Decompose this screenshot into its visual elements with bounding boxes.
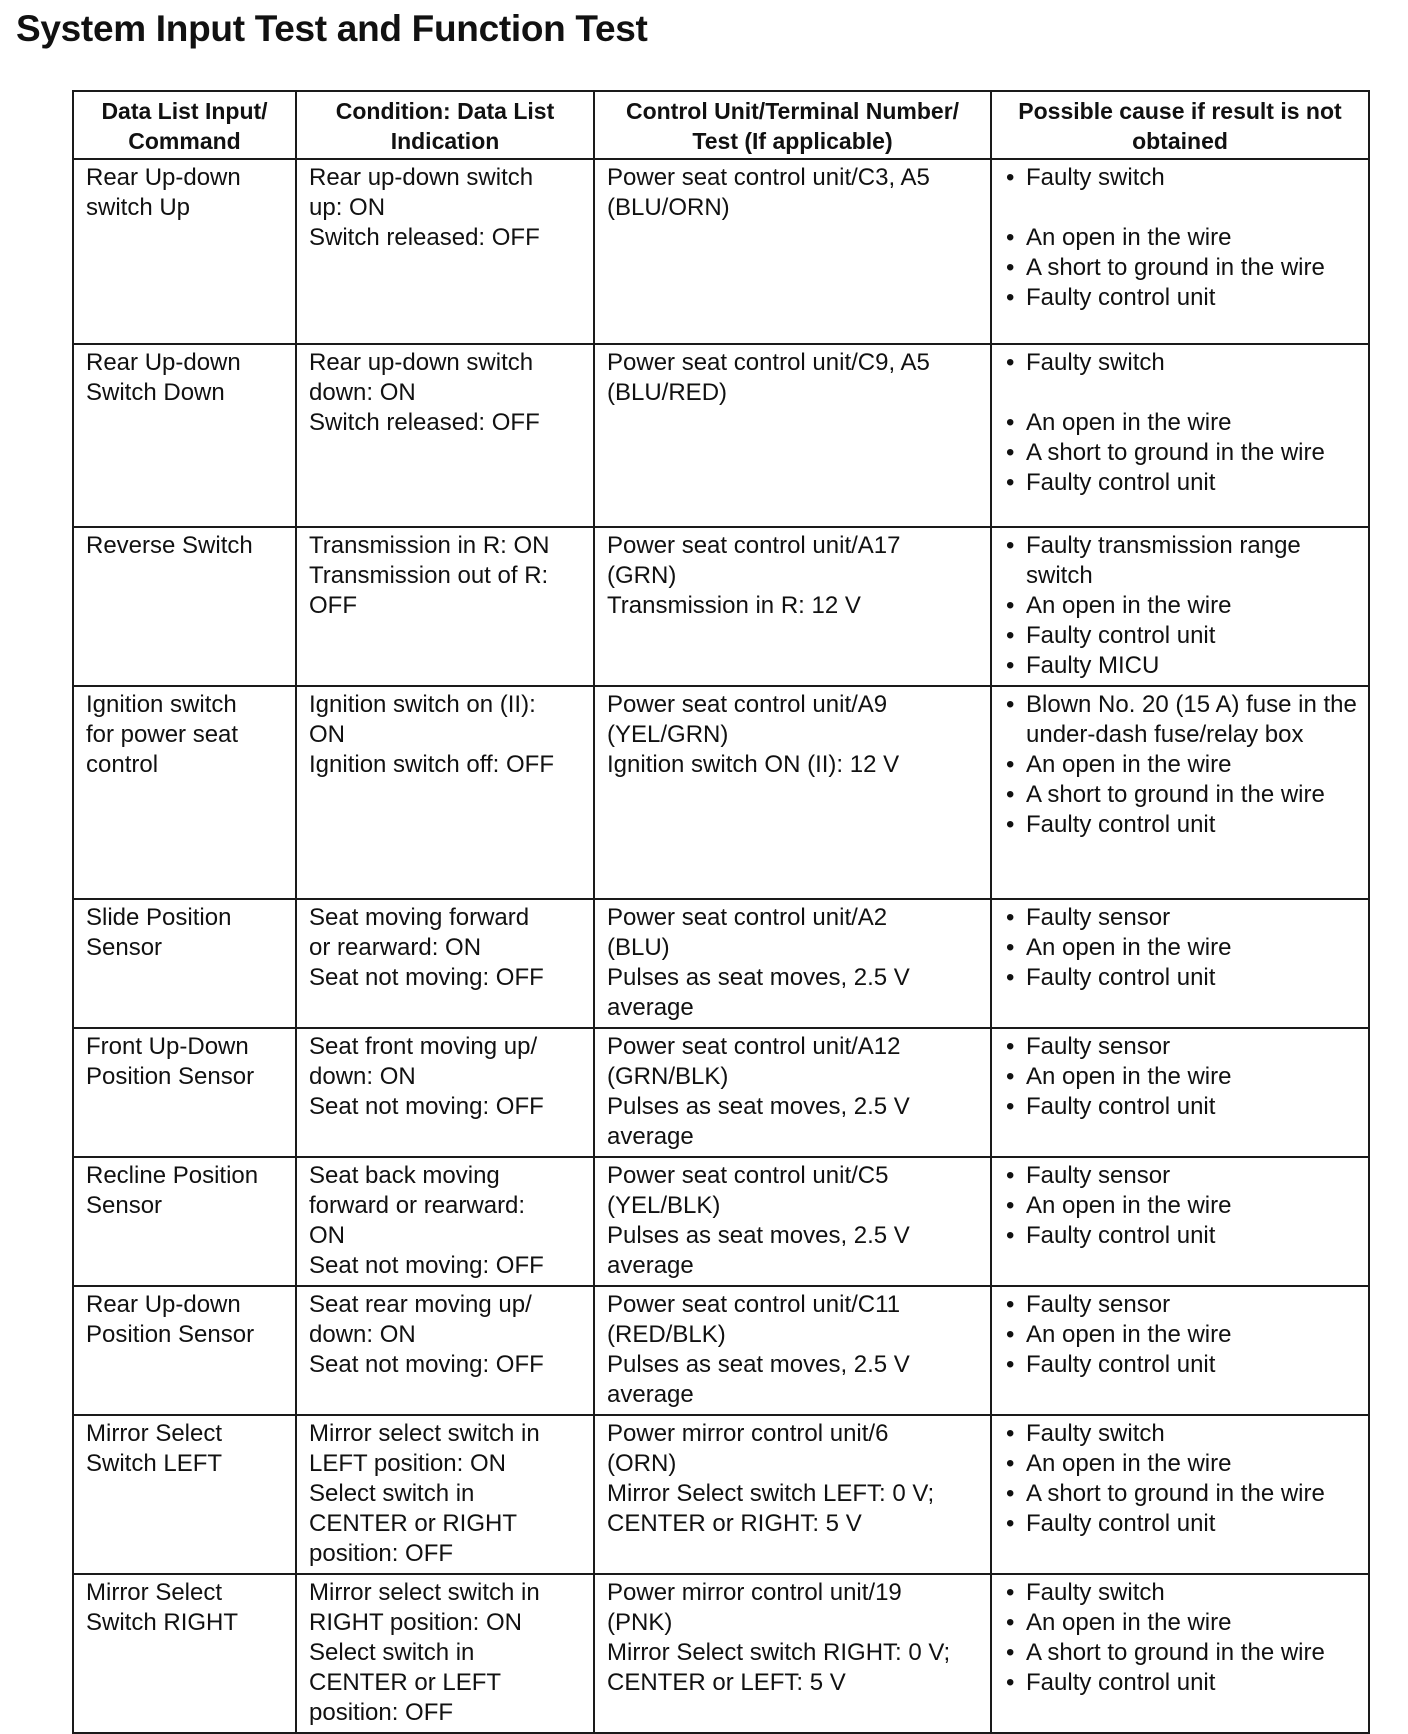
condition-cell [296, 1286, 594, 1415]
input-cell [73, 1157, 296, 1286]
condition-cell [296, 686, 594, 899]
cause-cell [991, 1415, 1369, 1574]
cause-list [1004, 903, 1358, 993]
terminal-cell [594, 1157, 991, 1286]
page-title: System Input Test and Function Test [16, 8, 648, 49]
terminal-cell [594, 159, 991, 344]
terminal-cell [594, 1415, 991, 1574]
input-cell [73, 159, 296, 344]
cause-item: • An open in the wire [1004, 750, 1358, 780]
condition-cell [296, 527, 594, 686]
cause-item: • Faulty switch [1004, 348, 1358, 378]
cause-item: • An open in the wire [1004, 1062, 1358, 1092]
table-row [73, 159, 1369, 344]
cause-list [1004, 1578, 1358, 1698]
terminal-text: Power mirror control unit/19 (PNK) Mirror Select switch RIGHT: 0 V; CENTER or LEFT: 5 V [607, 1579, 951, 1696]
cause-item: • An open in the wire [1004, 223, 1358, 253]
condition-cell [296, 1157, 594, 1286]
cause-cell [991, 899, 1369, 1028]
terminal-cell [594, 899, 991, 1028]
cause-list [1004, 690, 1358, 840]
cause-item: • Faulty control unit [1004, 1509, 1358, 1539]
cause-cell [991, 159, 1369, 344]
input-text: Mirror Select Switch RIGHT [86, 1579, 239, 1636]
terminal-cell [594, 1574, 991, 1733]
input-text: Slide Position Sensor [86, 904, 232, 961]
table-row [73, 899, 1369, 1028]
terminal-text: Power seat control unit/A2 (BLU) Pulses as seat moves, 2.5 V average [607, 904, 910, 1021]
input-cell [73, 686, 296, 899]
header-data-list-input: Data List Input/ Command [73, 91, 296, 159]
terminal-cell [594, 344, 991, 527]
cause-item: • Faulty MICU [1004, 651, 1358, 681]
terminal-text: Power seat control unit/A12 (GRN/BLK) Pulses as seat moves, 2.5 V average [607, 1033, 910, 1150]
condition-cell [296, 1574, 594, 1733]
cause-item: • Faulty control unit [1004, 1350, 1358, 1380]
cause-item: • Faulty sensor [1004, 1032, 1358, 1062]
table-row [73, 686, 1369, 899]
input-text: Ignition switch for power seat control [86, 691, 239, 778]
cause-item: • Faulty switch [1004, 163, 1358, 193]
condition-text: Rear up-down switch down: ON Switch released: OFF [309, 349, 540, 436]
terminal-text: Power seat control unit/C11 (RED/BLK) Pulses as seat moves, 2.5 V average [607, 1291, 910, 1408]
input-text: Reverse Switch [86, 532, 253, 559]
cause-cell [991, 1028, 1369, 1157]
cause-item: • A short to ground in the wire [1004, 1638, 1358, 1668]
terminal-cell [594, 1028, 991, 1157]
cause-list [1004, 1290, 1358, 1380]
cause-cell [991, 1157, 1369, 1286]
table-row [73, 1286, 1369, 1415]
cause-item: • A short to ground in the wire [1004, 780, 1358, 810]
input-cell [73, 1574, 296, 1733]
cause-cell [991, 686, 1369, 899]
condition-cell [296, 159, 594, 344]
terminal-cell [594, 1286, 991, 1415]
condition-text: Seat rear moving up/ down: ON Seat not moving: OFF [309, 1291, 544, 1378]
condition-text: Rear up-down switch up: ON Switch released: OFF [309, 164, 540, 251]
cause-item: • Blown No. 20 (15 A) fuse in the under-dash fuse/relay box [1004, 690, 1358, 750]
cause-item: • Faulty switch [1004, 1419, 1358, 1449]
test-table [72, 90, 1370, 1734]
cause-list [1004, 531, 1358, 681]
cause-item: • A short to ground in the wire [1004, 438, 1358, 468]
cause-item: • An open in the wire [1004, 591, 1358, 621]
cause-item: • An open in the wire [1004, 933, 1358, 963]
condition-text: Seat front moving up/ down: ON Seat not moving: OFF [309, 1033, 544, 1120]
cause-item: • An open in the wire [1004, 1449, 1358, 1479]
cause-item: • An open in the wire [1004, 1191, 1358, 1221]
condition-text: Transmission in R: ON Transmission out of R: OFF [309, 532, 550, 619]
condition-text: Ignition switch on (II): ON Ignition switch off: OFF [309, 691, 554, 778]
cause-item: • Faulty control unit [1004, 468, 1358, 498]
header-terminal: Control Unit/Terminal Number/ Test (If applicable) [594, 91, 991, 159]
table-row [73, 1157, 1369, 1286]
input-text: Rear Up-down Position Sensor [86, 1291, 255, 1348]
condition-cell [296, 1415, 594, 1574]
cause-item: • Faulty control unit [1004, 1092, 1358, 1122]
cause-item: • A short to ground in the wire [1004, 253, 1358, 283]
cause-item: • Faulty sensor [1004, 903, 1358, 933]
input-cell [73, 1415, 296, 1574]
cause-item: • A short to ground in the wire [1004, 1479, 1358, 1509]
cause-item: • Faulty control unit [1004, 963, 1358, 993]
cause-cell [991, 344, 1369, 527]
cause-item: • An open in the wire [1004, 1320, 1358, 1350]
terminal-text: Power seat control unit/C9, A5 (BLU/RED) [607, 349, 930, 406]
input-text: Rear Up-down Switch Down [86, 349, 241, 406]
cause-cell [991, 1574, 1369, 1733]
cause-cell [991, 527, 1369, 686]
cause-list [1004, 1419, 1358, 1539]
terminal-text: Power seat control unit/A9 (YEL/GRN) Ignition switch ON (II): 12 V [607, 691, 900, 778]
cause-list [1004, 1032, 1358, 1122]
cause-item: • An open in the wire [1004, 408, 1358, 438]
header-row [73, 91, 1369, 159]
condition-text: Seat moving forward or rearward: ON Seat not moving: OFF [309, 904, 544, 991]
condition-text: Mirror select switch in RIGHT position: ON Select switch in CENTER or LEFT position: OFF [309, 1579, 540, 1726]
terminal-text: Power seat control unit/C5 (YEL/BLK) Pulses as seat moves, 2.5 V average [607, 1162, 910, 1279]
input-text: Front Up-Down Position Sensor [86, 1033, 255, 1090]
input-text: Recline Position Sensor [86, 1162, 259, 1219]
terminal-text: Power seat control unit/A17 (GRN) Transmission in R: 12 V [607, 532, 901, 619]
input-text: Rear Up-down switch Up [86, 164, 241, 221]
header-possible-cause: Possible cause if result is not obtained [991, 91, 1369, 159]
input-cell [73, 1286, 296, 1415]
table-row [73, 1415, 1369, 1574]
table-row [73, 527, 1369, 686]
cause-item: • Faulty control unit [1004, 621, 1358, 651]
cause-item: • An open in the wire [1004, 1608, 1358, 1638]
cause-item: • Faulty control unit [1004, 1221, 1358, 1251]
table-row [73, 1574, 1369, 1733]
condition-text: Seat back moving forward or rearward: ON Seat not moving: OFF [309, 1162, 544, 1279]
cause-item: • Faulty sensor [1004, 1161, 1358, 1191]
header-condition: Condition: Data List Indication [296, 91, 594, 159]
terminal-cell [594, 686, 991, 899]
input-cell [73, 344, 296, 527]
cause-item: • Faulty transmission range switch [1004, 531, 1358, 591]
terminal-cell [594, 527, 991, 686]
condition-cell [296, 1028, 594, 1157]
input-cell [73, 1028, 296, 1157]
cause-item: • Faulty switch [1004, 1578, 1358, 1608]
condition-cell [296, 899, 594, 1028]
terminal-text: Power seat control unit/C3, A5 (BLU/ORN) [607, 164, 930, 221]
cause-cell [991, 1286, 1369, 1415]
cause-item: • Faulty control unit [1004, 810, 1358, 840]
table-row [73, 344, 1369, 527]
cause-list [1004, 163, 1358, 313]
condition-cell [296, 344, 594, 527]
cause-item: • Faulty sensor [1004, 1290, 1358, 1320]
input-cell [73, 527, 296, 686]
cause-list [1004, 348, 1358, 498]
cause-item: • Faulty control unit [1004, 283, 1358, 313]
cause-item: • Faulty control unit [1004, 1668, 1358, 1698]
cause-list [1004, 1161, 1358, 1251]
input-cell [73, 899, 296, 1028]
input-text: Mirror Select Switch LEFT [86, 1420, 223, 1477]
terminal-text: Power mirror control unit/6 (ORN) Mirror Select switch LEFT: 0 V; CENTER or RIGHT: 5 V [607, 1420, 935, 1537]
table-row [73, 1028, 1369, 1157]
condition-text: Mirror select switch in LEFT position: ON Select switch in CENTER or RIGHT position: OFF [309, 1420, 540, 1567]
